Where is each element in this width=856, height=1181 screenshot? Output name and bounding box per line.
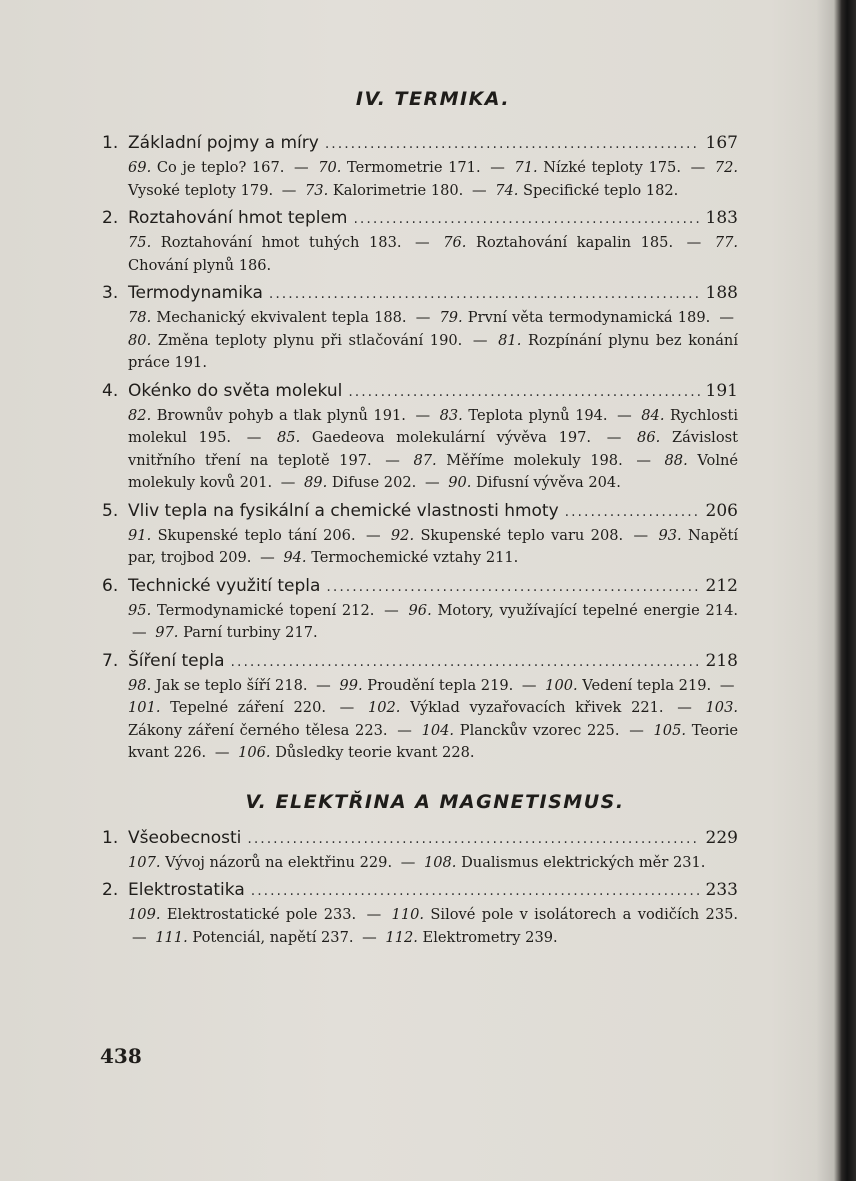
section-number: 87.	[413, 451, 437, 469]
section-title: Závislost vnitřního tření na teplotě 197.	[128, 429, 738, 469]
section-separator: —	[397, 721, 418, 739]
section-number: 86.	[637, 429, 661, 446]
section-number: 77.	[714, 234, 738, 251]
section-list	[102, 600, 738, 645]
section-separator: —	[415, 234, 440, 251]
section-separator: —	[339, 699, 364, 716]
section-list	[102, 307, 738, 375]
section-separator: —	[316, 676, 336, 694]
section-separator: —	[686, 234, 711, 251]
section-number: 103.	[705, 699, 739, 716]
section-title: Roztahování kapalin 185.	[475, 234, 674, 251]
section-separator: —	[400, 853, 420, 871]
section-separator: —	[294, 159, 315, 176]
section-title: Kalorimetrie 180.	[332, 181, 464, 199]
chapter-page: 183	[705, 208, 738, 228]
section-title: Volné molekuly kovů 201.	[128, 451, 739, 491]
chapter-page: 188	[705, 283, 738, 303]
section-separator: —	[490, 159, 511, 176]
section-list	[102, 852, 738, 875]
chapter-number: 4.	[102, 380, 119, 401]
section-title: Dualismus elektrických měr 231.	[461, 853, 706, 871]
chapter-heading	[102, 573, 738, 600]
section-number: 88.	[664, 451, 688, 469]
chapter-heading	[102, 205, 738, 232]
section-title: Teorie kvant 226.	[128, 721, 739, 761]
chapter-title: Elektrostatika	[128, 880, 245, 900]
section-number: 81.	[498, 331, 522, 349]
section-number: 104.	[421, 721, 455, 739]
section-title: Brownův pohyb a tlak plynů 191.	[156, 406, 406, 424]
chapter-number: 2.	[102, 208, 119, 228]
section-title: Vývoj názorů na elektřinu 229.	[165, 853, 393, 871]
section-number: 85.	[277, 429, 301, 446]
chapter-title: Všeobecnosti	[128, 827, 242, 848]
section-title: Termodynamické topení 212.	[156, 601, 375, 619]
book-spine	[834, 0, 856, 1181]
section-number: 107.	[128, 853, 161, 871]
section-number: 112.	[385, 928, 418, 946]
section-number: 89.	[304, 474, 328, 491]
section-number: 110.	[391, 906, 425, 923]
section-separator: —	[415, 309, 436, 326]
chapter-page: 167	[705, 133, 738, 153]
chapter-number: 1.	[102, 827, 119, 848]
section-title: Změna teploty plynu při stlačování 190.	[157, 331, 463, 349]
section-title: Motory, využívající tepelné energie 214.	[437, 601, 739, 619]
section-title: Rychlosti molekul 195.	[128, 406, 739, 446]
chapter-heading	[102, 498, 738, 525]
section-number: 75.	[128, 234, 152, 251]
section-separator: —	[636, 451, 661, 469]
chapter-title: Termodynamika	[128, 283, 263, 303]
section-separator: —	[471, 181, 492, 199]
chapter-page: 233	[705, 880, 738, 900]
dot-leader	[231, 649, 700, 675]
section-number: 80.	[128, 331, 152, 349]
section-number: 73.	[305, 181, 329, 199]
section-number: 69.	[128, 159, 152, 176]
section-title: Gaedeova molekulární vývěva 197.	[311, 429, 592, 446]
dot-leader	[565, 499, 700, 525]
section-separator: —	[366, 906, 388, 923]
section-number: 83.	[439, 406, 463, 424]
section-separator: —	[719, 309, 734, 326]
section-title: Mechanický ekvivalent tepla 188.	[156, 309, 407, 326]
chapter-heading	[102, 378, 738, 405]
section-separator: —	[677, 699, 702, 716]
section-title: Difusní vývěva 204.	[476, 474, 621, 491]
section-separator: —	[132, 928, 152, 946]
section-number: 92.	[390, 526, 415, 544]
section-title: Vedení tepla 219.	[582, 676, 712, 694]
section-number: 98.	[128, 676, 152, 694]
section-title: Napětí par, trojbod 209.	[128, 526, 738, 566]
chapter-heading	[102, 648, 738, 675]
chapter-heading	[102, 130, 738, 157]
section-separator: —	[629, 721, 650, 739]
section-separator: —	[132, 624, 152, 641]
section-list	[102, 675, 738, 765]
section-separator: —	[260, 549, 280, 566]
section-number: 95.	[128, 601, 152, 619]
section-number: 72.	[714, 159, 738, 176]
section-list	[102, 232, 738, 277]
section-number: 71.	[514, 159, 538, 176]
section-title: Zákony záření černého tělesa 223.	[128, 721, 388, 739]
section-title: Důsledky teorie kvant 228.	[275, 744, 475, 761]
section-title: Termometrie 171.	[347, 159, 481, 176]
section-title: Skupenské teplo varu 208.	[420, 526, 624, 544]
dot-leader	[353, 206, 699, 232]
part-v-chapters	[102, 825, 738, 950]
dot-leader	[269, 281, 700, 307]
section-separator: —	[617, 406, 638, 424]
section-number: 105.	[653, 721, 686, 739]
chapter-number: 6.	[102, 575, 119, 596]
section-number: 82.	[128, 406, 152, 424]
section-number: 90.	[448, 474, 472, 491]
section-number: 108.	[423, 853, 457, 871]
section-title: Potenciál, napětí 237.	[192, 928, 354, 946]
chapter-page: 212	[705, 575, 738, 596]
section-separator: —	[606, 429, 634, 446]
section-number: 99.	[339, 676, 363, 694]
section-title: Silové pole v isolátorech a vodičích 235.	[430, 906, 739, 923]
spine-shadow	[816, 0, 834, 1181]
section-title: Výklad vyzařovacích křivek 221.	[410, 699, 664, 716]
section-title: Proudění tepla 219.	[367, 676, 514, 694]
dot-leader	[251, 878, 700, 904]
section-number: 79.	[439, 309, 463, 326]
section-title: Skupenské teplo tání 206.	[157, 526, 356, 544]
chapter-page: 229	[705, 827, 738, 848]
section-separator: —	[415, 406, 436, 424]
section-title: Co je teplo? 167.	[156, 159, 285, 176]
section-title: Difuse 202.	[331, 474, 417, 491]
section-separator: —	[281, 181, 301, 199]
section-number: 91.	[128, 526, 152, 544]
section-number: 106.	[238, 744, 271, 761]
section-number: 94.	[283, 549, 307, 566]
section-title: Specifické teplo 182.	[523, 181, 679, 199]
section-number: 70.	[318, 159, 342, 176]
section-separator: —	[472, 331, 495, 349]
section-title: Vysoké teploty 179.	[128, 181, 274, 199]
section-number: 109.	[128, 906, 161, 923]
section-number: 102.	[367, 699, 401, 716]
chapter-page: 191	[705, 380, 738, 401]
section-number: 76.	[443, 234, 467, 251]
dot-leader	[326, 574, 699, 600]
section-separator: —	[521, 676, 542, 694]
chapter-heading	[102, 280, 738, 307]
part-title-termika: IV. TERMIKA.	[355, 88, 511, 110]
dot-leader	[247, 826, 699, 852]
chapter-title: Roztahování hmot teplem	[128, 208, 348, 228]
chapter-page: 206	[705, 500, 738, 521]
section-title: Nízké teploty 175.	[543, 159, 681, 176]
chapter-heading	[102, 877, 738, 904]
chapter-title: Okénko do světa molekul	[128, 380, 343, 401]
chapter-heading	[102, 825, 738, 852]
section-list	[102, 157, 738, 202]
chapter-title: Šíření tepla	[128, 650, 225, 671]
section-title: Elektrometry 239.	[422, 928, 558, 946]
section-separator: —	[633, 526, 655, 544]
dot-leader	[348, 379, 699, 405]
section-title: Termochemické vztahy 211.	[311, 549, 519, 566]
page-number: 438	[100, 1044, 142, 1068]
section-title: Planckův vzorec 225.	[459, 721, 620, 739]
section-title: Teplota plynů 194.	[468, 406, 608, 424]
chapter-number: 7.	[102, 650, 119, 671]
chapter-title: Vliv tepla na fysikální a chemické vlastnosti hmoty	[128, 500, 559, 521]
chapter-number: 1.	[102, 133, 119, 153]
section-list	[102, 904, 738, 949]
section-title: Roztahování hmot tuhých 183.	[160, 234, 402, 251]
chapter-number: 3.	[102, 283, 119, 303]
section-number: 93.	[658, 526, 682, 544]
section-number: 84.	[641, 406, 665, 424]
table-of-contents	[102, 88, 738, 949]
section-separator: —	[365, 526, 387, 544]
chapter-title: Základní pojmy a míry	[128, 133, 319, 153]
section-title: Měříme molekuly 198.	[446, 451, 623, 469]
section-title: Parní turbiny 217.	[183, 624, 318, 641]
section-title: Jak se teplo šíří 218.	[155, 676, 308, 694]
dot-leader	[325, 131, 700, 157]
section-number: 100.	[545, 676, 578, 694]
section-title: Rozpínání plynu bez konání práce 191.	[128, 331, 738, 371]
chapter-page: 218	[705, 650, 738, 671]
section-title: Tepelné záření 220.	[170, 699, 326, 716]
section-title: Elektrostatické pole 233.	[166, 906, 357, 923]
section-number: 111.	[155, 928, 188, 946]
section-number: 97.	[155, 624, 179, 641]
section-separator: —	[246, 429, 273, 446]
section-separator: —	[214, 744, 235, 761]
chapter-number: 2.	[102, 880, 119, 900]
section-separator: —	[280, 474, 301, 491]
section-number: 74.	[495, 181, 519, 199]
section-title: Chování plynů 186.	[128, 256, 272, 274]
chapter-title: Technické využití tepla	[128, 575, 321, 596]
section-separator: —	[362, 928, 382, 946]
section-number: 101.	[128, 699, 161, 716]
part-title-elektrina: V. ELEKTŘINA A MAGNETISMUS.	[245, 790, 625, 813]
section-separator: —	[690, 159, 711, 176]
section-number: 78.	[128, 309, 152, 326]
section-number: 96.	[408, 601, 432, 619]
part-iv-chapters	[102, 130, 738, 765]
chapter-number: 5.	[102, 500, 119, 521]
section-separator: —	[384, 601, 405, 619]
section-separator: —	[385, 451, 410, 469]
section-list	[102, 525, 738, 570]
section-separator: —	[719, 676, 735, 694]
section-separator: —	[424, 474, 445, 491]
section-list	[102, 405, 738, 495]
section-title: První věta termodynamická 189.	[467, 309, 711, 326]
